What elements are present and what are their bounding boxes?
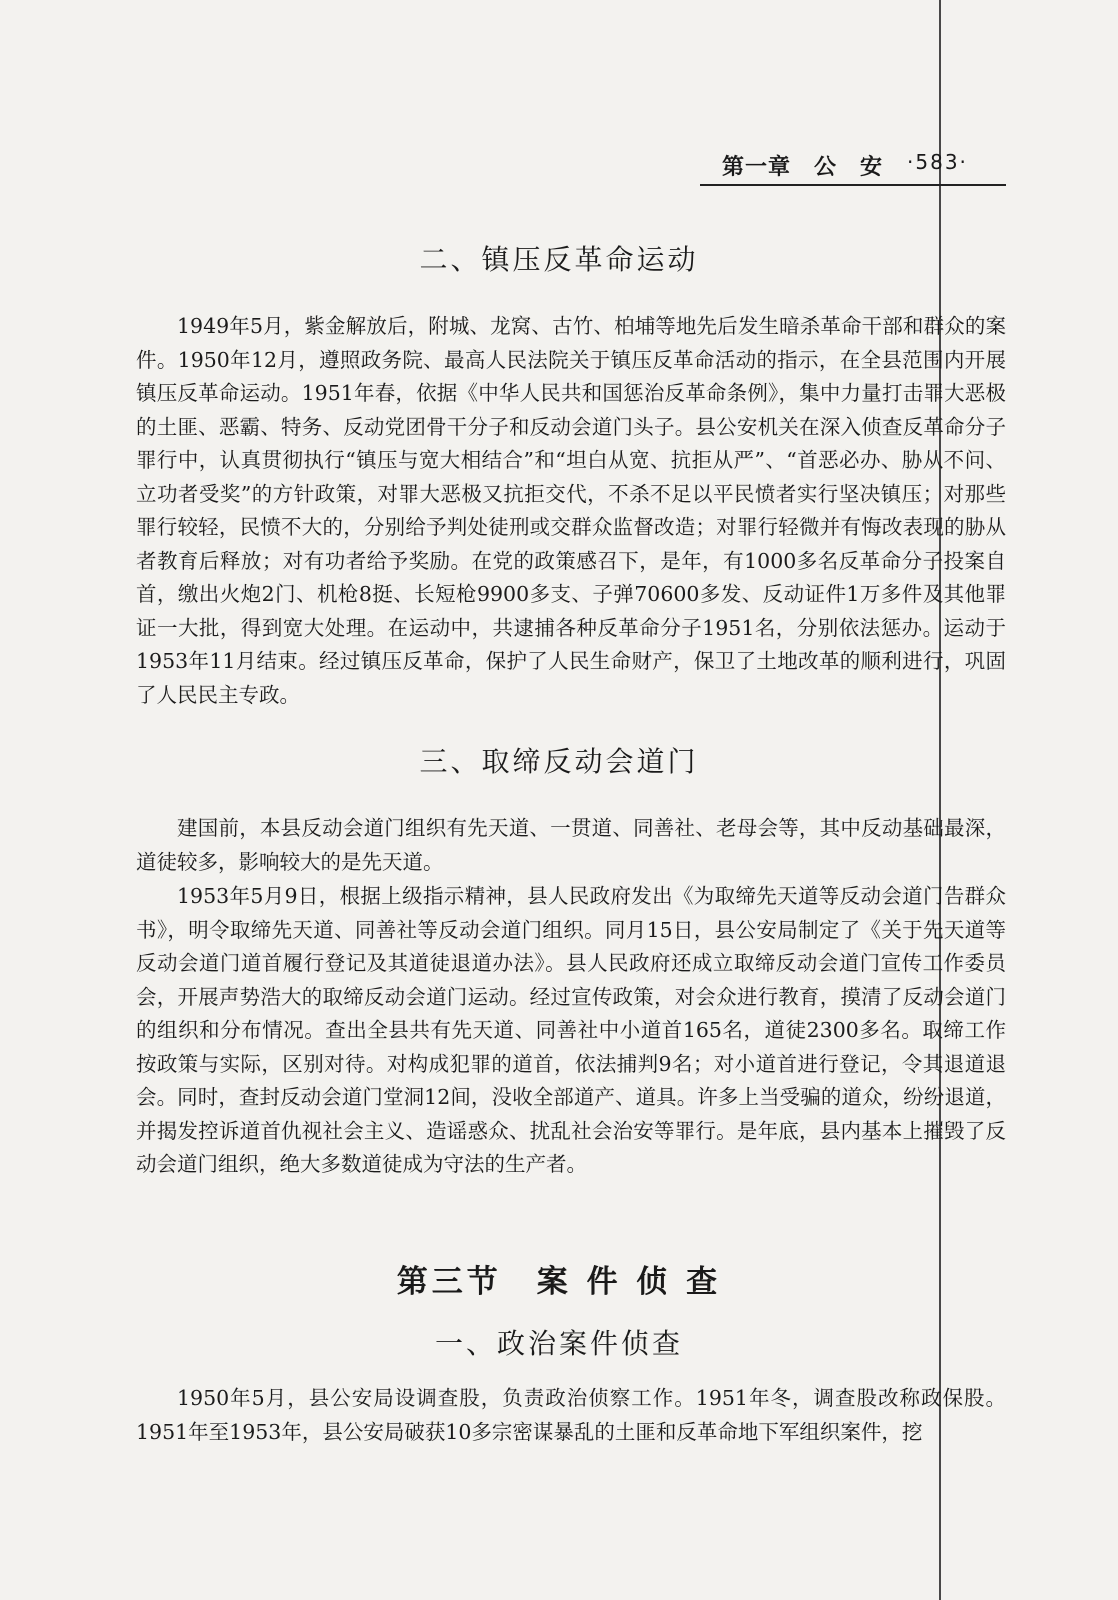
running-header xyxy=(700,150,1006,186)
section-heading-2: 二、镇压反革命运动 xyxy=(419,243,699,276)
sub-heading-political-cases: 一、政治案件侦查 xyxy=(434,1327,683,1360)
paragraph-political-cases: 1950年5月，县公安局设调查股，负责政治侦察工作。1951年冬，调查股改称政保股。1951年至1953年，县公安局破获10多宗密谋暴乱的土匪和反革命地下军组织案件，挖 xyxy=(136,1386,1006,1444)
chapter-section-title: 第三节 案 件 侦 查 xyxy=(396,1264,722,1300)
paragraph-suppression: 1949年5月，紫金解放后，附城、龙窝、古竹、柏埔等地先后发生暗杀革命干部和群众的案件。1950年12月，遵照政务院、最高人民法院关于镇压反革命活动的指示，在全县范围内开展镇压反革命运动。1951年春，依据《中华人民共和国惩治反革命条例》，集中力量打击罪大恶极的土匪、恶霸、特务、反动党团骨干分子和反动会道门头子。县公安机关在深入侦查反革命分子罪行中，认真贯彻执行“镇压与宽大相结合”和“坦白从宽、抗拒从严”、“首恶必办、胁从不问、立功者受奖”的方针政策，对罪大恶极又抗拒交代，不杀不足以平民愤者实行坚决镇压；对那些罪行较轻，民愤不大的，分别给予判处徒刑或交群众监督改造；对罪行轻微并有悔改表现的胁从者教育后释放；对有功者给予奖励。在党的政策感召下，是年，有1000多名反革命分子投案自首，缴出火炮2门、机枪8挺、长短枪9900多支、子弹70600多发、反动证件1万多件及其他罪证一大批，得到宽大处理。在运动中，共逮捕各种反革命分子1951名，分别依法惩办。运动于1953年11月结束。经过镇压反革命，保护了人民生命财产，保卫了土地改革的顺利进行，巩固了人民民主专政。 xyxy=(136,314,1006,707)
page-number: ·583· xyxy=(907,150,968,174)
chapter-title: 第一章 公 安 xyxy=(722,155,884,180)
paragraph-sects-ban: 1953年5月9日，根据上级指示精神，县人民政府发出《为取缔先天道等反动会道门告群众书》，明令取缔先天道、同善社等反动会道门组织。同月15日，县公安局制定了《关于先天道等反动会道门道首履行登记及其道徒退道办法》。县人民政府还成立取缔反动会道门宣传工作委员会，开展声势浩大的取缔反动会道门运动。经过宣传政策，对会众进行教育，摸清了反动会道门的组织和分布情况。查出全县共有先天道、同善社中小道首165名，道徒2300多名。取缔工作按政策与实际，区别对待。对构成犯罪的道首，依法捕判9名；对小道首进行登记，令其退道退会。同时，查封反动会道门堂洞12间，没收全部道产、道具。许多上当受骗的道众，纷纷退道，并揭发控诉道首仇视社会主义、造谣惑众、扰乱社会治安等罪行。是年底，县内基本上摧毁了反动会道门组织，绝大多数道徒成为守法的生产者。 xyxy=(136,884,1006,1176)
paragraph-sects-intro: 建国前，本县反动会道门组织有先天道、一贯道、同善社、老母会等，其中反动基础最深，道徒较多，影响较大的是先天道。 xyxy=(136,816,1006,874)
section-heading-3: 三、取缔反动会道门 xyxy=(419,745,699,778)
